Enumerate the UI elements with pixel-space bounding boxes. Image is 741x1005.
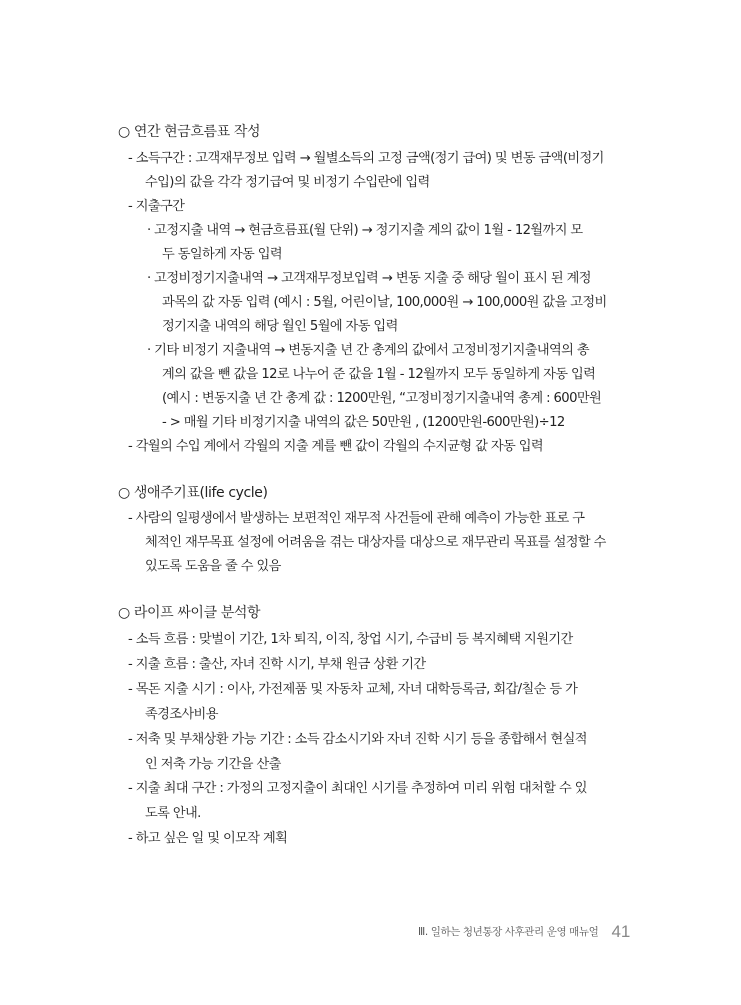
body-line: - 소득구간 : 고객재무정보 입력 → 월별소득의 고정 금액(정기 급여) 및 변동 금액(비정기 [128, 151, 604, 166]
body-line: - 목돈 지출 시기 : 이사, 가전제품 및 자동차 교체, 자녀 대학등록금, 회갑/칠순 등 가 [128, 682, 578, 697]
body-line: 있도록 도움을 줄 수 있음 [145, 559, 281, 574]
body-line: (예시 : 변동지출 년 간 총계 값 : 1200만원, “고정비정기지출내역 총계 : 600만원 [162, 391, 602, 406]
body-line: - 지출구간 [128, 199, 185, 214]
body-line: - 지출 최대 구간 : 가정의 고정지출이 최대인 시기를 추정하여 미리 위험 대처할 수 있 [128, 781, 587, 796]
page-footer [418, 921, 630, 942]
section-heading-cashflow: ○ 연간 현금흐름표 작성 [118, 124, 261, 140]
body-line: 수입)의 값을 각각 정기급여 및 비정기 수입란에 입력 [145, 175, 430, 190]
body-line: - 소득 흐름 : 맞벌이 기간, 1차 퇴직, 이직, 창업 시기, 수급비 등 복지혜택 지원기간 [128, 632, 573, 647]
body-line: - 하고 싶은 일 및 이모작 계획 [128, 831, 288, 846]
body-line: 족경조사비용 [145, 707, 218, 722]
bullet-line: · 고정지출 내역 → 현금흐름표(월 단위) → 정기지출 계의 값이 1월 - 12월까지 모 [147, 223, 583, 238]
bullet-line: · 기타 비정기 지출내역 → 변동지출 년 간 총계의 값에서 고정비정기지출내역의 총 [147, 343, 590, 358]
page-number: 41 [611, 921, 631, 941]
body-line: 정기지출 내역의 해당 월인 5월에 자동 입력 [162, 319, 398, 334]
body-line: - 사람의 일평생에서 발생하는 보편적인 재무적 사건들에 관해 예측이 가능한 표로 구 [128, 511, 585, 526]
body-line: 인 저축 가능 기간을 산출 [145, 757, 281, 772]
body-line: - 각월의 수입 계에서 각월의 지출 계를 뺀 값이 각월의 수지균형 값 자동 입력 [128, 439, 544, 454]
section-heading-analysis: ○ 라이프 싸이클 분석항 [118, 605, 261, 621]
body-line: 계의 값을 뺀 값을 12로 나누어 준 값을 1월 - 12월까지 모두 동일하게 자동 입력 [162, 367, 596, 382]
body-line: - 지출 흐름 : 출산, 자녀 진학 시기, 부채 원금 상환 기간 [128, 657, 426, 672]
body-line: - 저축 및 부채상환 가능 기간 : 소득 감소시기와 자녀 진학 시기 등을 종합해서 현실적 [128, 732, 587, 747]
body-line: 두 동일하게 자동 입력 [162, 247, 283, 262]
body-line: 도록 안내. [145, 806, 201, 821]
body-line: - > 매월 기타 비정기지출 내역의 값은 50만원 , (1200만원-600만원)÷12 [162, 415, 565, 430]
section-heading-lifecycle: ○ 생애주기표(life cycle) [118, 485, 268, 501]
bullet-line: · 고정비정기지출내역 → 고객재무정보입력 → 변동 지출 중 해당 월이 표시 된 계정 [147, 271, 591, 286]
footer-title: Ⅲ. 일하는 청년통장 사후관리 운영 매뉴얼 [418, 926, 599, 938]
body-line: 체적인 재무목표 설정에 어려움을 겪는 대상자를 대상으로 재무관리 목표를 설정할 수 [145, 535, 606, 550]
body-line: 과목의 값 자동 입력 (예시 : 5월, 어린이날, 100,000원 → 100,000원 값을 고정비 [162, 295, 607, 310]
